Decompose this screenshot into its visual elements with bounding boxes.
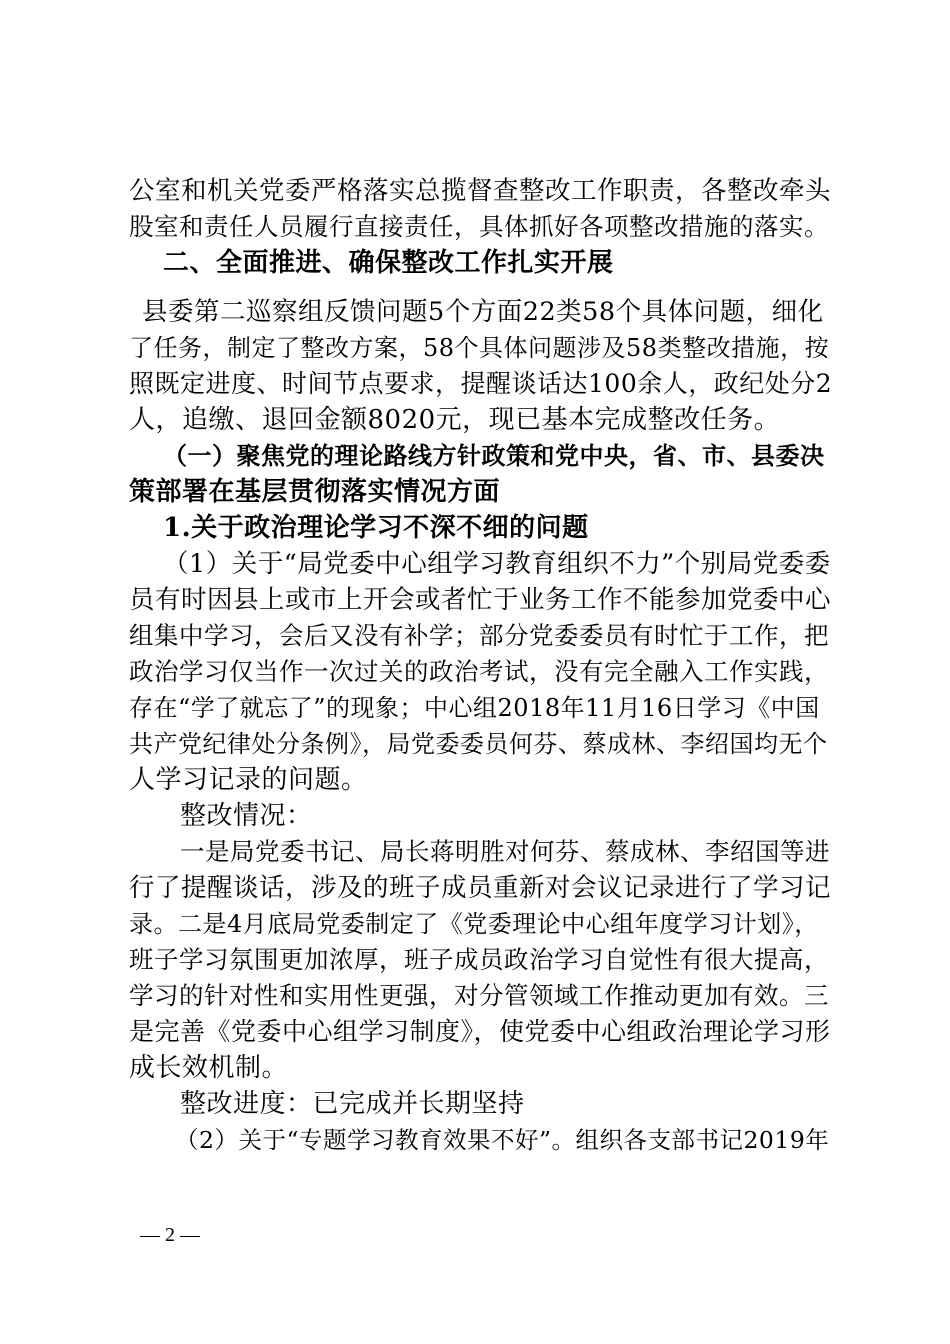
body-text-line: 共产党纪律处分条例》，局党委委员何芬、蔡成林、李绍国均无个 [129,730,828,758]
body-text-line: 县委第二巡察组反馈问题5个方面22类58个具体问题，细化 [142,297,824,327]
body-text-line: 成长效机制。 [129,1053,289,1083]
section-heading: 二、全面推进、确保整改工作扎实开展 [163,248,614,278]
body-text-line: 学习的针对性和实用性更强，对分管领域工作推动更加有效。三 [129,981,829,1010]
body-text-line: 班子学习氛围更加浓厚，班子成员政治学习自觉性有很大提高， [129,945,829,974]
page-number: — 2 — [140,1224,200,1246]
body-text-line: 行了提醒谈话，涉及的班子成员重新对会议记录进行了学习记 [129,873,832,903]
body-text-line: 是完善《党委中心组学习制度》，使党委中心组政治理论学习形 [129,1017,831,1046]
body-text-line: 照既定进度、时间节点要求，提醒谈话达100余人，政纪处分2 [129,369,833,398]
body-text-line: （2）关于“专题学习教育效果不好”。组织各支部书记2019年 [175,1126,830,1154]
body-text-line: 人学习记录的问题。 [129,765,368,795]
issue-heading: 1.关于政治理论学习不深不细的问题 [163,513,589,543]
body-text-line: 录。二是4月底局党委制定了《党委理论中心组年度学习计划》， [129,910,819,938]
body-text-line: 了任务，制定了整改方案，58个具体问题涉及58类整改措施，按 [129,334,830,362]
rectification-progress: 整改进度：已完成并长期坚持 [180,1089,525,1119]
subsection-heading-continued: 策部署在基层贯彻落实情况方面 [129,477,501,507]
body-text-line: 政治学习仅当作一次过关的政治考试，没有完全融入工作实践， [129,657,829,686]
body-text-line: 公室和机关党委严格落实总揽督查整改工作职责，各整改牵头 [129,176,832,206]
body-text-line: 一是局党委书记、局长蒋明胜对何芬、蔡成林、李绍国等进 [180,837,830,866]
body-text-line: 组集中学习，会后又没有补学；部分党委委员有时忙于工作，把 [129,621,829,650]
body-text-line: 股室和责任人员履行直接责任，具体抓好各项整改措施的落实。 [129,212,829,241]
subsection-heading: （一）聚焦党的理论路线方针政策和党中央，省、市、县委决 [163,441,825,470]
body-text-line: 人，追缴、退回金额8020元，现已基本完成整改任务。 [129,405,781,435]
rectification-label: 整改情况： [180,801,313,831]
body-text-line: 存在“学了就忘了”的现象；中心组2018年11月16日学习《中国 [129,694,820,722]
body-text-line: （1）关于“局党委中心组学习教育组织不力”个别局党委委 [163,549,831,579]
body-text-line: 员有时因县上或市上开会或者忙于业务工作不能参加党委中心 [129,585,832,615]
